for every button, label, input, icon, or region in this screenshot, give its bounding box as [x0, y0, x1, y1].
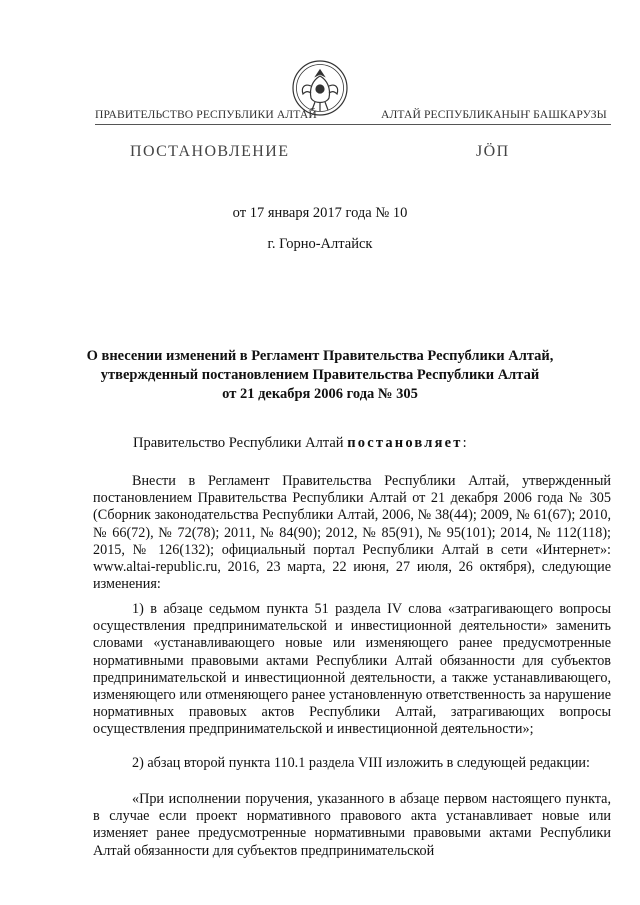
- preamble-start: Правительство Республики Алтай: [133, 435, 348, 451]
- paragraph-intro-text: Внести в Регламент Правительства Республики Алтай, утвержденный постановлением Правительства Республики Алтай от 21 декабря 2006 года № 305 (Сборник законодательства Республики Алтай, 2006, № 38(44); 2009, № 61(67); 2010, № 66(72), № 72(78); 2011, № 84(90); 2012, № 85(91), № 95(101); 2014, № 112(118); 2015, № 126(132); официальный портал Республики Алтай в сети «Интернет»: www.altai-republic.ru, 2016, 23 марта, 22 июня, 27 июля, 26 октября), следующие изменения:: [93, 473, 611, 593]
- preamble-verb: постановляет: [347, 435, 463, 451]
- document-date-number: от 17 января 2017 года № 10: [232, 205, 408, 221]
- document-type-altai: JÖП: [476, 143, 510, 160]
- title-line-1: О внесении изменений в Регламент Правительства Республики Алтай,: [86, 348, 554, 364]
- paragraph-item-2: [93, 755, 611, 772]
- paragraph-quote: [93, 791, 611, 860]
- paragraph-item-1: [93, 601, 611, 739]
- paragraph-intro: [93, 473, 611, 593]
- document-type: ПОСТАНОВЛЕНИЕ: [130, 143, 290, 160]
- title-line-2: утвержденный постановлением Правительства Республики Алтай: [100, 367, 540, 383]
- preamble: [133, 435, 467, 452]
- document-title: [80, 347, 560, 404]
- document-city: г. Горно-Алтайск: [267, 236, 373, 252]
- header-government-name-altai: АЛТАЙ РЕСПУБЛИКАНЫҤ БАШКАРУЗЫ: [381, 108, 607, 121]
- paragraph-item-1-text: 1) в абзаце седьмом пункта 51 раздела IV слова «затрагивающего вопросы осуществления предпринимательской и инвестиционной деятельности» заменить словами «устанавливающего новые или изменяющего ранее предусмотренные нормативными правовыми актами Республики Алтай обязанности для субъектов предпринимательской и инвестиционной деятельности, а также устанавливающего, изменяющего или отменяющего ранее установленную ответственность за нарушение нормативных правовых актов Республики Алтай, затрагивающих вопросы осуществления предпринимательской и инвестиционной деятельности»;: [93, 601, 611, 738]
- title-line-3: от 21 декабря 2006 года № 305: [222, 386, 418, 402]
- paragraph-item-2-text: 2) абзац второй пункта 110.1 раздела VIII изложить в следующей редакции:: [132, 755, 590, 771]
- paragraph-quote-text: «При исполнении поручения, указанного в абзаце первом настоящего пункта, в случае если проект нормативного правового акта устанавливает новые или изменяет ранее предусмотренные нормативными правовыми актами Республики Алтай обязанности для субъектов предпринимательской: [93, 791, 611, 859]
- preamble-end: :: [462, 435, 467, 451]
- header-government-name: ПРАВИТЕЛЬСТВО РЕСПУБЛИКИ АЛТАЙ: [95, 108, 317, 121]
- header-divider: [95, 124, 611, 125]
